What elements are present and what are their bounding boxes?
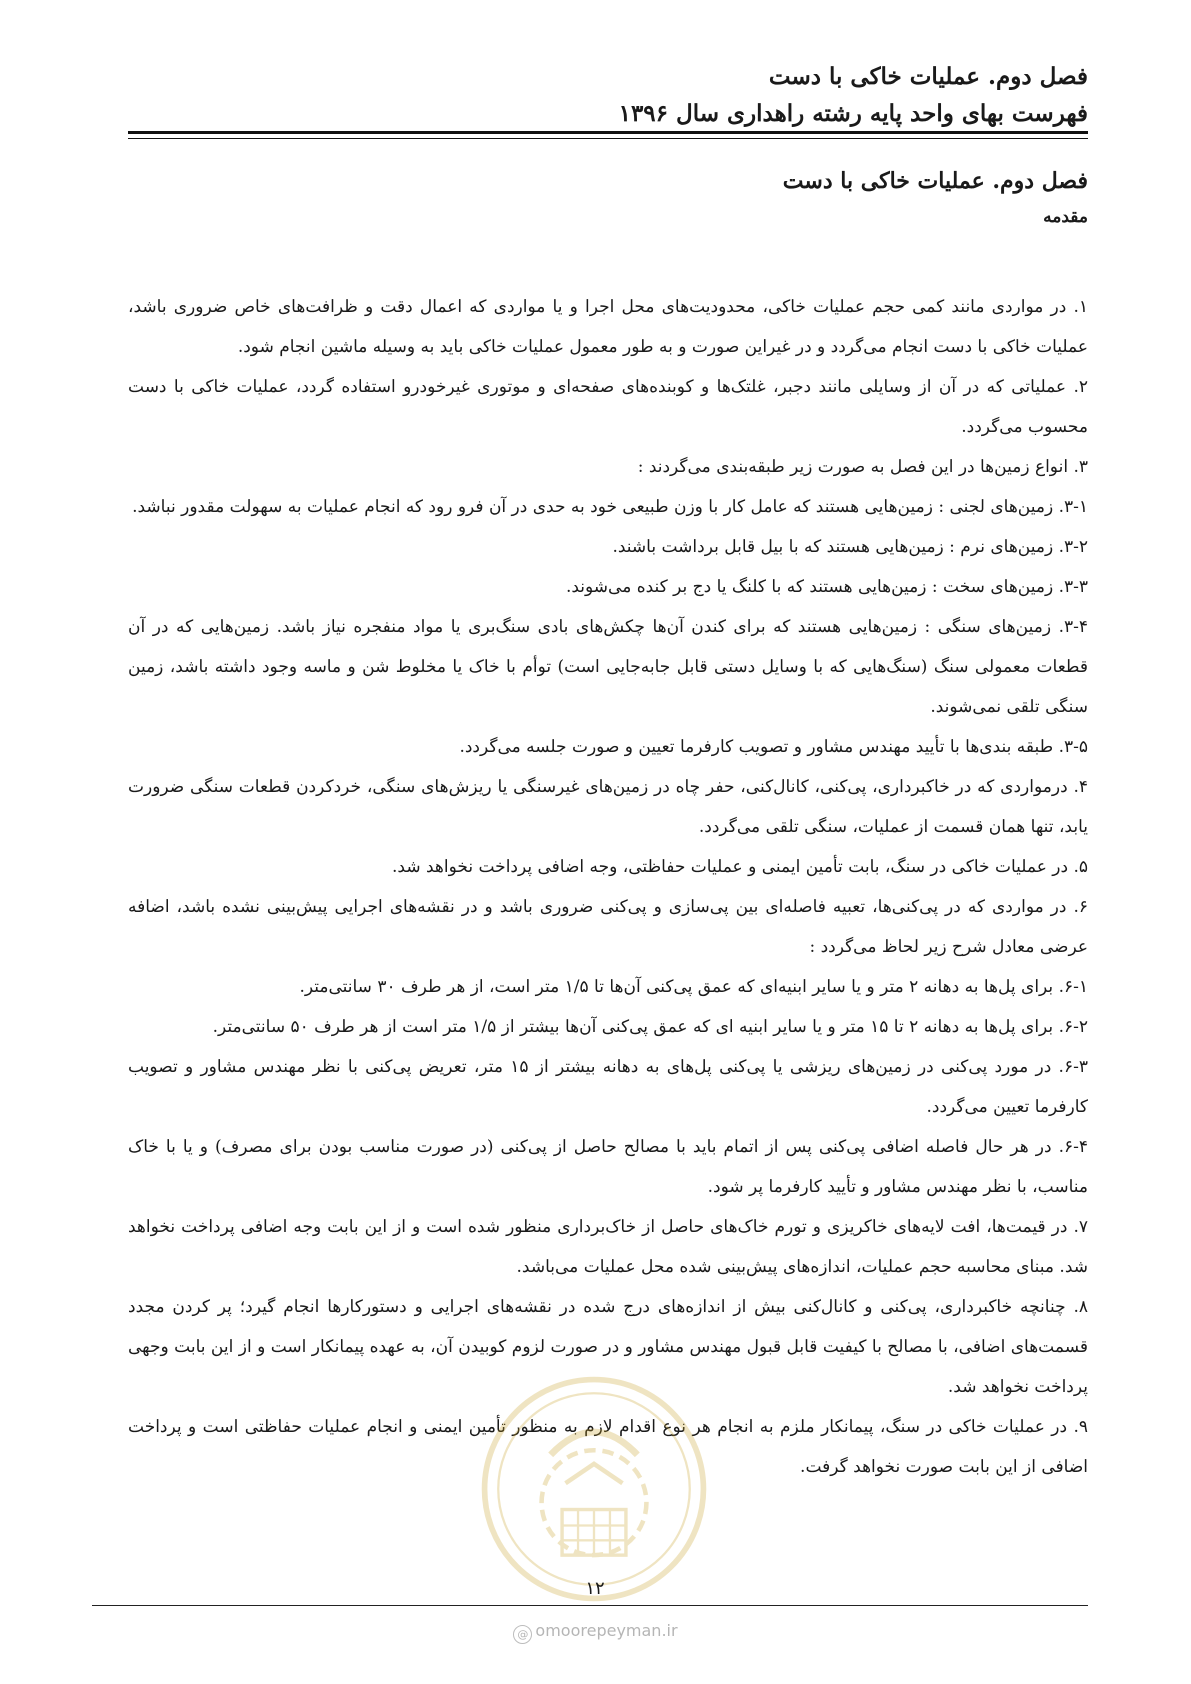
footer-website bbox=[0, 1621, 1191, 1644]
running-header bbox=[128, 58, 1088, 132]
page-number: ۱۲ bbox=[585, 1578, 605, 1599]
header-list-title: فهرست بهای واحد پایه رشته راهداری سال ۱۳۹۶ bbox=[618, 100, 1088, 127]
paragraph-1: ۱. در مواردی مانند کمی حجم عملیات خاکی، محدودیت‌های محل اجرا و یا مواردی که اعمال دقت و ظرافت‌های خاص ضروری باشد، عملیات خاکی با دست انجام می‌گردد و در غیراین صورت و به طور معمول عملیات خاکی باید به وسیله ماشین انجام شود. bbox=[128, 297, 1088, 357]
paragraph-3-1: ۳-۱. زمین‌های لجنی : زمین‌هایی هستند که عامل کار با وزن طبیعی خود به حدی در آن فرو رود که انجام عملیات به سهولت مقدور نباشد. bbox=[132, 497, 1088, 517]
header-divider-thick bbox=[128, 131, 1088, 134]
section-title: فصل دوم. عملیات خاکی با دست bbox=[782, 168, 1088, 194]
paragraph-3-4: ۳-۴. زمین‌های سنگی : زمین‌هایی هستند که برای کندن آن‌ها چکش‌های بادی سنگ‌بری یا مواد منفجره نیاز باشد. زمین‌هایی که در آن قطعات معمولی سنگ (سنگ‌هایی که با وسایل دستی قابل جابه‌جایی است) توأم با خاک یا مخلوط شن و ماسه وجود داشته باشد، زمین سنگی تلقی نمی‌شوند. bbox=[128, 617, 1088, 717]
footer-divider bbox=[92, 1605, 1088, 1606]
paragraph-6-3: ۶-۳. در مورد پی‌کنی در زمین‌های ریزشی یا پی‌کنی پل‌های به دهانه بیشتر از ۱۵ متر، تعریض پی‌کنی با نظر مهندس مشاور و تصویب کارفرما تعیین می‌گردد. bbox=[128, 1057, 1088, 1117]
header-chapter-title: فصل دوم. عملیات خاکی با دست bbox=[768, 63, 1088, 90]
document-body bbox=[128, 287, 1088, 1487]
paragraph-3-5: ۳-۵. طبقه بندی‌ها با تأیید مهندس مشاور و تصویب کارفرما تعیین و صورت جلسه می‌گردد. bbox=[459, 737, 1088, 757]
section-subtitle: مقدمه bbox=[1043, 207, 1088, 227]
paragraph-6: ۶. در مواردی که در پی‌کنی‌ها، تعبیه فاصله‌ای بین پی‌سازی و پی‌کنی ضروری باشد و در نقشه‌های اجرایی پیش‌بینی نشده باشد، اضافه عرضی معادل شرح زیر لحاظ می‌گردد : bbox=[128, 897, 1088, 957]
at-sign-icon: @ bbox=[513, 1625, 532, 1644]
header-divider-thin bbox=[128, 138, 1088, 139]
paragraph-6-4: ۶-۴. در هر حال فاصله اضافی پی‌کنی پس از اتمام باید با مصالح حاصل از پی‌کنی (در صورت مناسب بودن برای مصرف) و یا با خاک مناسب، با نظر مهندس مشاور و تأیید کارفرما پر شود. bbox=[128, 1137, 1088, 1197]
paragraph-2: ۲. عملیاتی که در آن از وسایلی مانند دجبر، غلتک‌ها و کوبنده‌های صفحه‌ای و موتوری غیرخودرو استفاده گردد، عملیات خاکی با دست محسوب می‌گردد. bbox=[128, 377, 1088, 437]
paragraph-3: ۳. انواع زمین‌ها در این فصل به صورت زیر طبقه‌بندی می‌گردند : bbox=[637, 457, 1088, 477]
paragraph-8: ۸. چنانچه خاکبرداری، پی‌کنی و کانال‌کنی بیش از اندازه‌های درج شده در نقشه‌های اجرایی و دستورکارها انجام گیرد؛ پر کردن مجدد قسمت‌های اضافی، با مصالح با کیفیت قابل قبول مهندس مشاور و در صورت لزوم کوبیدن آن، به عهده پیمانکار است و از این بابت وجهی پرداخت نخواهد شد. bbox=[128, 1297, 1088, 1397]
footer-website-text: omoorepeyman.ir bbox=[535, 1621, 678, 1640]
paragraph-6-2: ۶-۲. برای پل‌ها به دهانه ۲ تا ۱۵ متر و یا سایر ابنیه ای که عمق پی‌کنی آن‌ها بیشتر از ۱/۵ متر است از هر طرف ۵۰ سانتی‌متر. bbox=[212, 1017, 1088, 1037]
paragraph-7: ۷. در قیمت‌ها، افت لایه‌های خاکریزی و تورم خاک‌های حاصل از خاک‌برداری منظور شده است و از این بابت وجه اضافی پرداخت نخواهد شد. مبنای محاسبه حجم عملیات، اندازه‌های پیش‌بینی شده محل عملیات می‌باشد. bbox=[128, 1217, 1088, 1277]
paragraph-9: ۹. در عملیات خاکی در سنگ، پیمانکار ملزم به انجام هر نوع اقدام لازم به منظور تأمین ایمنی و انجام عملیات حفاظتی است و پرداخت اضافی از این بابت صورت نخواهد گرفت. bbox=[128, 1417, 1088, 1477]
paragraph-5: ۵. در عملیات خاکی در سنگ، بابت تأمین ایمنی و عملیات حفاظتی، وجه اضافی پرداخت نخواهد شد. bbox=[392, 857, 1088, 877]
paragraph-6-1: ۶-۱. برای پل‌ها به دهانه ۲ متر و یا سایر ابنیه‌ای که عمق پی‌کنی آن‌ها تا ۱/۵ متر است، از هر طرف ۳۰ سانتی‌متر. bbox=[299, 977, 1088, 997]
paragraph-4: ۴. درمواردی که در خاکبرداری، پی‌کنی، کانال‌کنی، حفر چاه در زمین‌های غیرسنگی یا ریزش‌های سنگی، خردکردن قطعات سنگی ضرورت یابد، تنها همان قسمت از عملیات، سنگی تلقی می‌گردد. bbox=[128, 777, 1088, 837]
paragraph-3-3: ۳-۳. زمین‌های سخت : زمین‌هایی هستند که با کلنگ یا دج بر کنده می‌شوند. bbox=[565, 577, 1088, 597]
paragraph-3-2: ۳-۲. زمین‌های نرم : زمین‌هایی هستند که با بیل قابل برداشت باشند. bbox=[612, 537, 1088, 557]
seal-logo-icon bbox=[480, 1375, 708, 1603]
